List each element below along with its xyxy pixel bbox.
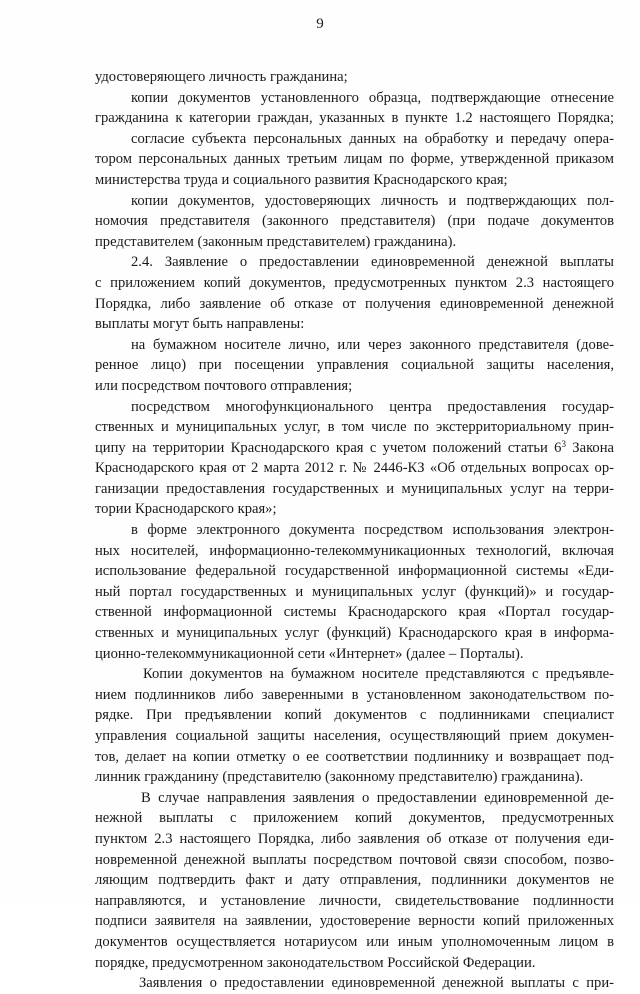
text-line: министерства труда и социального развития Краснодарского края;: [95, 171, 508, 188]
text-line: гражданина к категории граждан, указанных в пункте 1.2 настоящего Порядка;: [95, 110, 614, 127]
text-line: 2.4. Заявление о предоставлении единовременной денежной выплаты: [131, 254, 614, 271]
text-line: копии документов установленного образца, подтверждающие отнесение: [131, 89, 614, 106]
text-line: с приложением копий документов, предусмотренных пунктом 2.3 настоящего: [95, 274, 614, 291]
text-line: нием подлинников либо заверенными в установленном законодательством по-: [95, 686, 614, 703]
text-line: линник гражданину (представителю (законному представителю) гражданина).: [95, 769, 584, 786]
text-line: новременной денежной выплаты посредством почтовой связи способом, позво-: [95, 851, 614, 868]
text-line: в форме электронного документа посредством использования электрон-: [131, 522, 614, 539]
text-line: согласие субъекта персональных данных на обработку и передачу опера-: [131, 130, 614, 147]
text-line: ляющим подтвердить факт и дату отправления, подлинники документов не: [95, 872, 614, 889]
text-line: или посредством почтового отправления;: [95, 377, 353, 394]
text-line: ственных и муниципальных услуг (функций) Краснодарского края в информа-: [95, 625, 614, 642]
text-line: ственных и муниципальных услуг, в том числе по экстерриториальному прин-: [95, 419, 614, 436]
text-line: ганизации предоставления государственных и муниципальных услуг на терри-: [95, 480, 614, 497]
text-line: пунктом 2.3 настоящего Порядка, либо заявления об отказе от получения еди-: [95, 830, 614, 847]
text-line: ственной информационной системы Краснодарского края «Портал государ-: [95, 604, 614, 621]
text-line: Заявления о предоставлении единовременной денежной выплаты с при-: [139, 975, 614, 992]
text-line: Копии документов на бумажном носителе представляются с предъявле-: [143, 666, 614, 683]
text-line: В случае направления заявления о предоставлении единовременной де-: [141, 789, 614, 806]
text-line: представителем (законным представителем) гражданина).: [95, 233, 457, 250]
text-line: ных носителей, информационно-телекоммуникационных технологий, включая: [95, 542, 614, 559]
text-line: посредством многофункционального центра предоставления государ-: [131, 398, 614, 415]
text-line: порядке, предусмотренном законодательством Российской Федерации.: [95, 954, 536, 971]
text-line: на бумажном носителе лично, или через законного представителя (дове-: [131, 336, 614, 353]
text-line: тов, делает на копии отметку о ее соответствии подлиннику и возвращает под-: [95, 748, 614, 765]
text-line: удостоверяющего личность гражданина;: [95, 69, 348, 85]
text-line: управления социальной защиты населения, осуществляющий прием докумен-: [95, 728, 614, 744]
text-line: тором персональных данных третьим лицам по форме, утвержденной приказом: [95, 151, 614, 168]
text-line: тории Краснодарского края»;: [95, 501, 277, 518]
text-line: копии документов, удостоверяющих личность и подтверждающих пол-: [131, 192, 614, 209]
text-line: ренное лицо) при посещении управления социальной защиты населения,: [95, 357, 614, 374]
text-line: ципу на территории Краснодарского края с учетом положений статьи $6^3$ Закона: [95, 438, 614, 456]
text-line: номочия представителя (законного представителя) (при подаче документов: [95, 213, 614, 230]
text-line: документов осуществляется нотариусом или иным уполномоченным лицом в: [95, 933, 614, 950]
text-line: подписи заявителя на заявлении, удостоверение верности копий приложенных: [95, 913, 614, 930]
text-line: ционно-телекоммуникационной сети «Интернет» (далее – Порталы).: [95, 645, 524, 662]
text-line: ный портал государственных и муниципальных услуг (функций)» и государ-: [95, 583, 614, 600]
text-line: нежной выплаты с приложением копий документов, предусмотренных: [95, 810, 614, 827]
body-text: [95, 67, 614, 994]
text-line: Порядка, либо заявление об отказе от получения единовременной денежной: [95, 295, 614, 312]
text-line: направляются, и установление личности, свидетельствование подлинности: [95, 892, 614, 909]
page-number: 9: [316, 16, 324, 32]
text-line: использование федеральной государственной информационной системы «Еди-: [95, 563, 614, 580]
text-line: выплаты могут быть направлены:: [95, 316, 305, 333]
text-line: рядке. При предъявлении копий документов с подлинниками специалист: [95, 707, 614, 724]
text-line: Краснодарского края от 2 марта 2012 г. № 2446-КЗ «Об отдельных вопросах ор-: [95, 460, 614, 477]
